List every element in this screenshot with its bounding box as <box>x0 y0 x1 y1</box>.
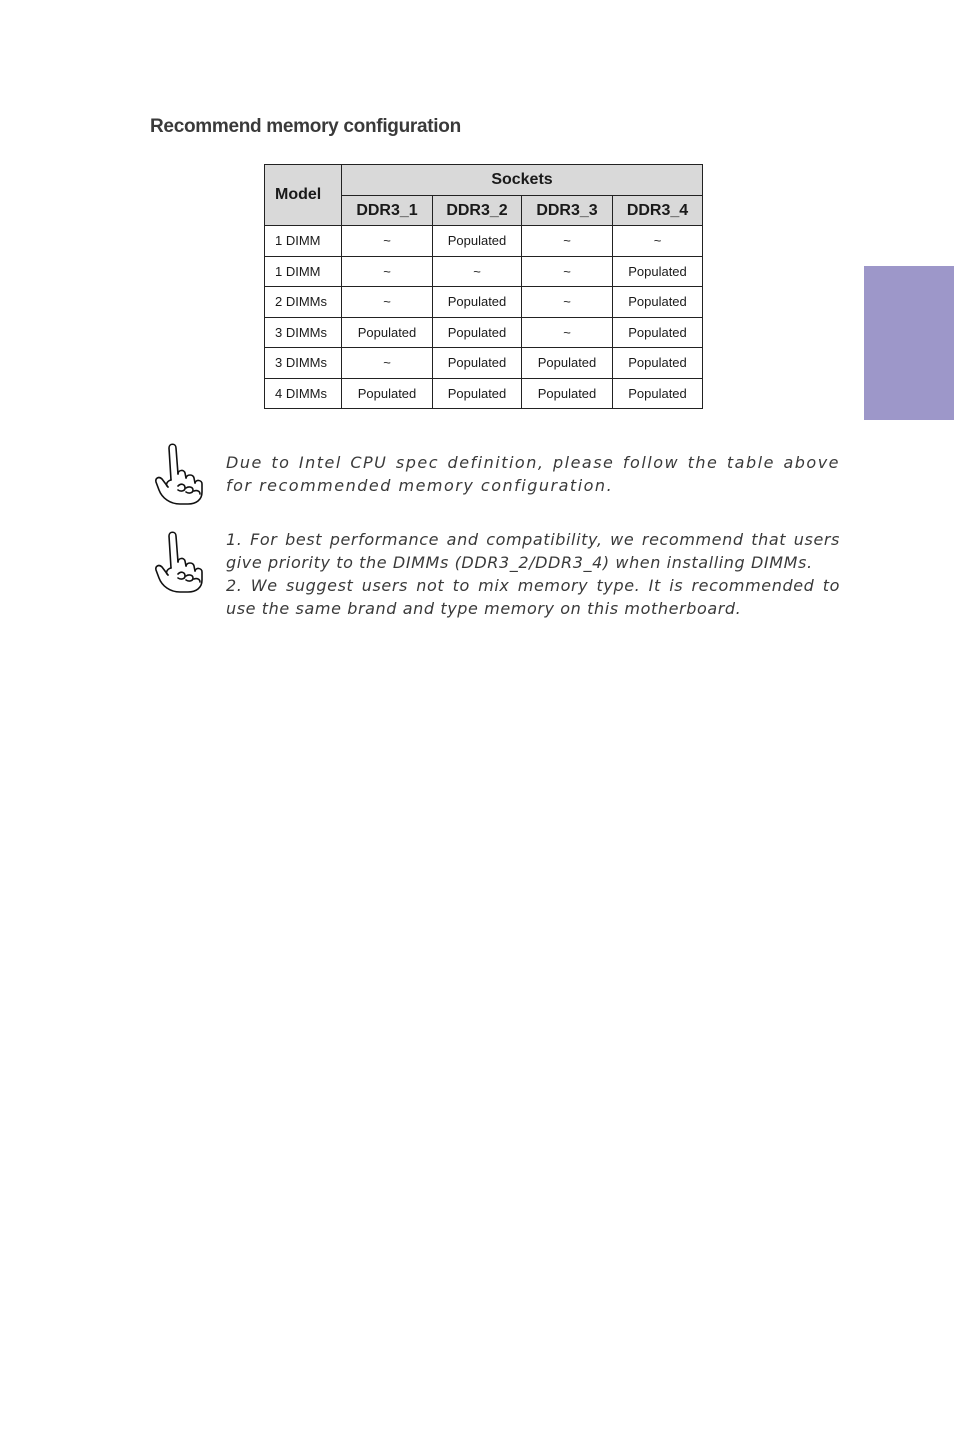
column-header: DDR3_4 <box>613 196 703 226</box>
socket-cell: ~ <box>522 317 613 348</box>
socket-cell: Populated <box>613 287 703 318</box>
model-cell: 3 DIMMs <box>265 317 342 348</box>
side-tab-marker <box>864 266 954 420</box>
socket-cell: ~ <box>613 226 703 257</box>
socket-cell: Populated <box>613 256 703 287</box>
column-header: DDR3_1 <box>342 196 433 226</box>
socket-cell: Populated <box>613 317 703 348</box>
table-row <box>265 287 703 318</box>
socket-cell: Populated <box>433 226 522 257</box>
socket-cell: ~ <box>342 256 433 287</box>
model-cell: 3 DIMMs <box>265 348 342 379</box>
model-cell: 1 DIMM <box>265 226 342 257</box>
note-text <box>226 528 840 620</box>
table-row <box>265 226 703 257</box>
table-row <box>265 378 703 409</box>
note-paragraph: 2. We suggest users not to mix memory type. It is recommended to use the same brand and type memory on this motherboard. <box>226 576 840 618</box>
note-block <box>150 528 840 620</box>
model-cell: 4 DIMMs <box>265 378 342 409</box>
note-paragraph: 1. For best performance and compatibility, we recommend that users give priority to the DIMMs (DDR3_2/DDR3_4) when installing DIMMs. <box>226 530 840 572</box>
socket-cell: Populated <box>342 317 433 348</box>
column-header: DDR3_3 <box>522 196 613 226</box>
table-row <box>265 256 703 287</box>
socket-cell: ~ <box>433 256 522 287</box>
pointing-hand-icon <box>150 440 212 508</box>
model-cell: 1 DIMM <box>265 256 342 287</box>
model-header: Model <box>265 165 342 226</box>
socket-cell: Populated <box>613 378 703 409</box>
section-title: Recommend memory configuration <box>150 116 461 137</box>
sockets-header: Sockets <box>342 165 703 196</box>
memory-config-table <box>264 164 703 409</box>
socket-cell: Populated <box>613 348 703 379</box>
socket-cell: Populated <box>342 378 433 409</box>
note-text <box>226 440 840 497</box>
socket-cell: Populated <box>433 287 522 318</box>
socket-cell: Populated <box>433 348 522 379</box>
socket-cell: ~ <box>342 226 433 257</box>
note-paragraph: Due to Intel CPU spec definition, please follow the table above for recommended memory configuration. <box>226 453 840 495</box>
socket-cell: ~ <box>342 348 433 379</box>
socket-cell: Populated <box>522 378 613 409</box>
pointing-hand-icon <box>150 528 212 596</box>
note-block <box>150 440 840 497</box>
socket-cell: Populated <box>433 378 522 409</box>
table-row <box>265 317 703 348</box>
socket-cell: Populated <box>522 348 613 379</box>
socket-cell: ~ <box>522 226 613 257</box>
socket-cell: ~ <box>522 287 613 318</box>
socket-cell: ~ <box>522 256 613 287</box>
socket-cell: ~ <box>342 287 433 318</box>
model-cell: 2 DIMMs <box>265 287 342 318</box>
socket-cell: Populated <box>433 317 522 348</box>
table-row <box>265 348 703 379</box>
column-header: DDR3_2 <box>433 196 522 226</box>
